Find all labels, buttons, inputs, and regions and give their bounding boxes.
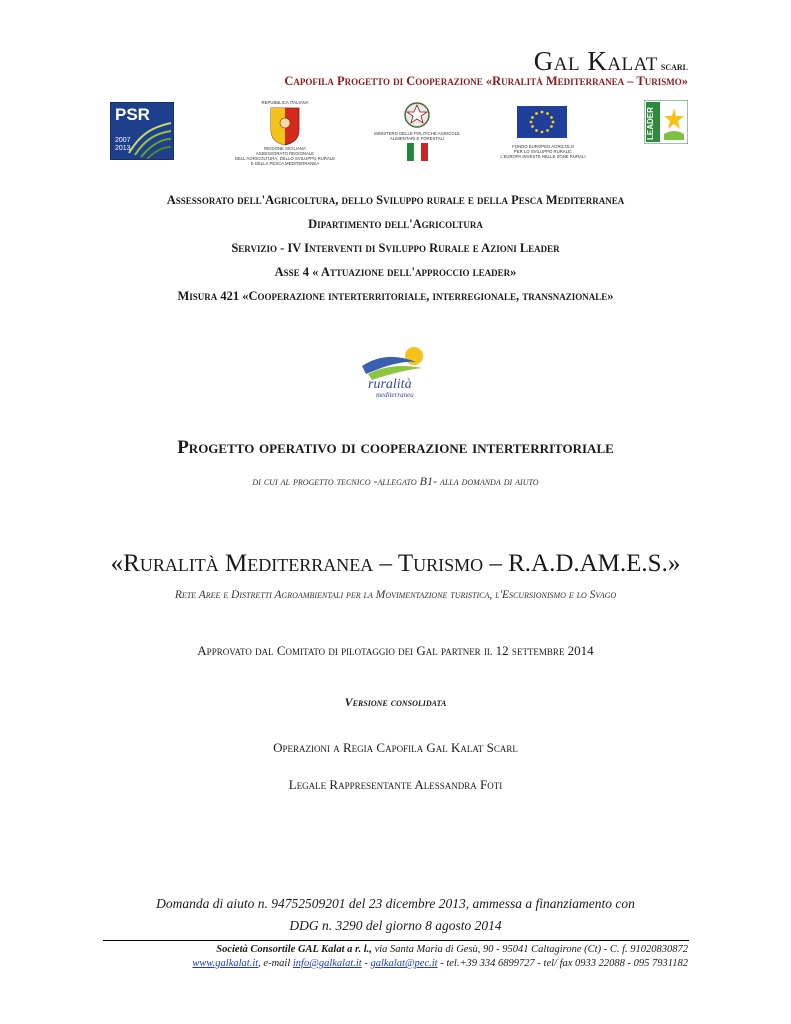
svg-text:LEADER: LEADER xyxy=(646,107,655,140)
footer-divider xyxy=(103,940,689,941)
servizio-heading: Servizio - IV Interventi di Sviluppo Rurale e Azioni Leader xyxy=(231,241,560,255)
approval-line: Approvato dal Comitato di pilotaggio dei Gal partner il 12 settembre 2014 xyxy=(197,643,594,658)
eu-flag-icon xyxy=(495,106,591,142)
capofila-line: Capofila Progetto di Cooperazione «Ruralità Mediterranea – Turismo» xyxy=(284,74,688,88)
application-line-2: DDG n. 3290 del giorno 8 agosto 2014 xyxy=(289,918,502,933)
ruralita-mediterranea-logo xyxy=(358,344,438,400)
brand-title xyxy=(534,46,688,77)
footer-email-prefix: , e-mail xyxy=(258,958,293,969)
leader-logo xyxy=(644,100,688,144)
footer-contact xyxy=(88,943,688,971)
footer-address: via Santa Maria di Gesù, 90 - 95041 Caltagirone (Ct) - C. f. 91020830872 xyxy=(371,944,688,955)
regione-label-1: REPUBBLICA ITALIANA xyxy=(261,100,309,105)
leader-star-icon xyxy=(644,100,688,144)
application-note xyxy=(0,893,791,937)
psr-year-end: 2013 xyxy=(115,145,131,152)
psr-logo-title: PSR xyxy=(115,105,150,124)
application-line-1: Domanda di aiuto n. 94752509201 del 23 dicembre 2013, ammessa a finanziamento con xyxy=(156,896,635,911)
regione-label-5: E DELLA PESCA MEDITERRANEA xyxy=(250,161,320,166)
ruralita-sub: mediterranea xyxy=(376,391,414,399)
progetto-title: Progetto operativo di cooperazione interterritoriale xyxy=(177,437,614,458)
feasr-eu-logo xyxy=(495,100,591,162)
email-link[interactable]: info@galkalat.it xyxy=(292,958,362,969)
dipartimento-heading: Dipartimento dell'Agricoltura xyxy=(308,217,483,231)
project-name: «Ruralità Mediterranea – Turismo – R.A.D.AM.E.S.» xyxy=(110,550,681,577)
acronym-expansion: Rete Aree e Distretti Agroambientali per la Movimentazione turistica, l'Escursionismo e lo Svago xyxy=(174,589,617,601)
asse-heading: Asse 4 « Attuazione dell'approccio leader» xyxy=(274,265,517,279)
feasr-label-1: FONDO EUROPEO AGRICOLO xyxy=(512,144,574,149)
brand-sub: scarl xyxy=(660,59,688,73)
psr-year-start: 2007 xyxy=(115,137,131,144)
ruralita-wave-icon xyxy=(358,344,438,400)
footer-company: Società Consortile GAL Kalat a r. l., xyxy=(216,944,372,955)
feasr-label-3: L'EUROPA INVESTE NELLE ZONE RURALI xyxy=(500,154,586,159)
website-link[interactable]: www.galkalat.it xyxy=(192,958,259,969)
ministero-logo xyxy=(372,100,462,162)
progetto-subtitle: di cui al progetto tecnico -allegato B1- alla domanda di aiuto xyxy=(252,474,539,488)
trinacria-shield-icon xyxy=(230,106,340,146)
regione-label-4: DELL'AGRICOLTURA, DELLO SVILUPPO RURALE xyxy=(234,156,336,161)
psr-logo xyxy=(110,102,174,160)
legal-representative: Legale Rappresentante Alessandra Foti xyxy=(288,777,503,792)
assessorato-heading: Assessorato dell'Agricoltura, dello Sviluppo rurale e della Pesca Mediterranea xyxy=(166,193,625,207)
footer-phones: - tel.+39 334 6899727 - tel/ fax 0933 22088 - 095 7931182 xyxy=(437,958,688,969)
brand-main: Gal Kalat xyxy=(533,46,658,76)
regione-siciliana-logo xyxy=(230,100,340,166)
regione-label-2: REGIONE SICILIANA xyxy=(264,146,306,151)
footer-sep: - xyxy=(361,958,371,969)
ruralita-word: ruralità xyxy=(368,377,412,392)
italian-flag-icon xyxy=(372,143,462,163)
emblem-italy-icon xyxy=(372,100,462,132)
ministero-label-2: ALIMENTARI E FORESTALI xyxy=(389,136,445,141)
feasr-label-2: PER LO SVILUPPO RURALE: xyxy=(513,149,573,154)
pec-link[interactable]: galkalat@pec.it xyxy=(370,958,438,969)
operations-line: Operazioni a Regia Capofila Gal Kalat Scarl xyxy=(273,740,518,755)
version-label: Versione consolidata xyxy=(344,695,447,709)
regione-label-3: ASSESSORATO REGIONALE xyxy=(255,151,315,156)
ministero-label-1: MINISTERO DELLE POLITICHE AGRICOLE xyxy=(374,131,460,136)
misura-heading: Misura 421 «Cooperazione interterritoriale, interregionale, transnazionale» xyxy=(177,289,614,303)
